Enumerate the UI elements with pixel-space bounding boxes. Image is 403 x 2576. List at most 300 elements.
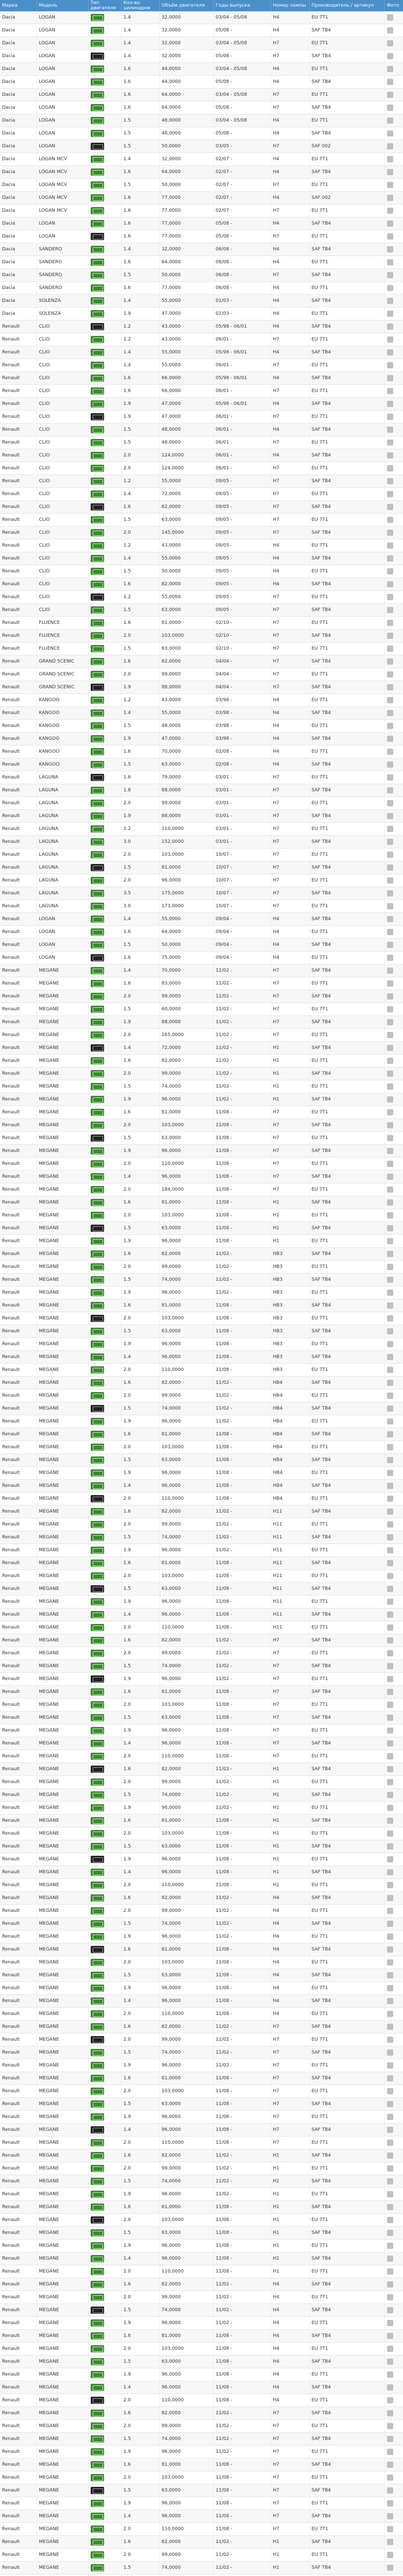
photo-icon[interactable] [387,2243,393,2249]
photo-icon[interactable] [387,2397,393,2403]
photo-icon[interactable] [387,800,393,806]
photo-icon[interactable] [387,2371,393,2378]
table-row[interactable] [0,140,403,153]
photo-icon[interactable] [387,362,393,368]
photo-icon[interactable] [387,2462,393,2468]
photo-icon[interactable] [387,285,393,291]
photo-icon[interactable] [387,1187,393,1193]
photo-icon[interactable] [387,195,393,201]
photo-icon[interactable] [387,1019,393,1025]
photo-icon[interactable] [387,1972,393,1978]
photo-icon[interactable] [387,555,393,562]
table-row[interactable] [0,385,403,398]
table-row[interactable] [0,2420,403,2433]
table-row[interactable] [0,758,403,771]
table-row[interactable] [0,1222,403,1235]
photo-icon[interactable] [387,1779,393,1785]
table-row[interactable] [0,1969,403,1982]
table-row[interactable] [0,2149,403,2162]
photo-icon[interactable] [387,607,393,613]
photo-icon[interactable] [387,723,393,729]
table-row[interactable] [0,295,403,308]
table-row[interactable] [0,501,403,514]
table-row[interactable] [0,694,403,707]
table-row[interactable] [0,1905,403,1918]
table-row[interactable] [0,462,403,475]
table-row[interactable] [0,900,403,913]
table-row[interactable] [0,964,403,977]
table-row[interactable] [0,2394,403,2407]
table-row[interactable] [0,2252,403,2265]
photo-icon[interactable] [387,1702,393,1708]
photo-icon[interactable] [387,1727,393,1734]
photo-icon[interactable] [387,671,393,677]
photo-icon[interactable] [387,259,393,265]
table-row[interactable] [0,205,403,217]
table-row[interactable] [0,1815,403,1827]
table-row[interactable] [0,1711,403,1724]
photo-icon[interactable] [387,633,393,639]
photo-icon[interactable] [387,1856,393,1862]
photo-icon[interactable] [387,1753,393,1759]
photo-icon[interactable] [387,968,393,974]
table-row[interactable] [0,539,403,552]
table-row[interactable] [0,1776,403,1789]
table-row[interactable] [0,1621,403,1634]
photo-icon[interactable] [387,1998,393,2004]
photo-icon[interactable] [387,1985,393,1991]
table-row[interactable] [0,2214,403,2227]
photo-icon[interactable] [387,1599,393,1605]
table-row[interactable] [0,2433,403,2446]
table-row[interactable] [0,76,403,89]
table-row[interactable] [0,346,403,359]
photo-icon[interactable] [387,916,393,922]
table-row[interactable] [0,2407,403,2420]
photo-icon[interactable] [387,749,393,755]
photo-icon[interactable] [387,1869,393,1875]
photo-icon[interactable] [387,349,393,355]
table-row[interactable] [0,1930,403,1943]
photo-icon[interactable] [387,1483,393,1489]
photo-icon[interactable] [387,336,393,343]
photo-icon[interactable] [387,684,393,690]
photo-icon[interactable] [387,581,393,587]
table-row[interactable] [0,1918,403,1930]
photo-icon[interactable] [387,2294,393,2300]
photo-icon[interactable] [387,1908,393,1914]
table-row[interactable] [0,475,403,488]
photo-icon[interactable] [387,1946,393,1953]
table-row[interactable] [0,604,403,617]
photo-icon[interactable] [387,2539,393,2545]
photo-icon[interactable] [387,658,393,665]
table-row[interactable] [0,320,403,333]
table-row[interactable] [0,887,403,900]
table-row[interactable] [0,256,403,269]
photo-icon[interactable] [387,233,393,240]
photo-icon[interactable] [387,1573,393,1579]
table-row[interactable] [0,810,403,823]
table-row[interactable] [0,1158,403,1171]
table-row[interactable] [0,2510,403,2523]
table-row[interactable] [0,642,403,655]
table-row[interactable] [0,1493,403,1505]
table-row[interactable] [0,2330,403,2343]
table-row[interactable] [0,1351,403,1364]
table-row[interactable] [0,2523,403,2536]
photo-icon[interactable] [387,143,393,149]
photo-icon[interactable] [387,2410,393,2416]
table-row[interactable] [0,282,403,295]
table-row[interactable] [0,2536,403,2549]
table-row[interactable] [0,1763,403,1776]
table-row[interactable] [0,1209,403,1222]
table-row[interactable] [0,1132,403,1145]
photo-icon[interactable] [387,246,393,252]
table-row[interactable] [0,398,403,411]
photo-icon[interactable] [387,1740,393,1747]
table-row[interactable] [0,1402,403,1415]
table-row[interactable] [0,1557,403,1570]
table-row[interactable] [0,745,403,758]
table-row[interactable] [0,565,403,578]
photo-icon[interactable] [387,2526,393,2532]
photo-icon[interactable] [387,1083,393,1090]
table-row[interactable] [0,2459,403,2471]
photo-icon[interactable] [387,1302,393,1309]
table-row[interactable] [0,114,403,127]
photo-icon[interactable] [387,2552,393,2558]
table-row[interactable] [0,1480,403,1493]
photo-icon[interactable] [387,1032,393,1038]
table-row[interactable] [0,1596,403,1608]
photo-icon[interactable] [387,1586,393,1592]
table-row[interactable] [0,952,403,964]
table-row[interactable] [0,1067,403,1080]
table-row[interactable] [0,1956,403,1969]
photo-icon[interactable] [387,169,393,175]
photo-icon[interactable] [387,1212,393,1218]
photo-icon[interactable] [387,568,393,574]
table-row[interactable] [0,1673,403,1686]
column-header[interactable]: Номер лампы [271,0,309,11]
photo-icon[interactable] [387,1676,393,1682]
photo-icon[interactable] [387,1805,393,1811]
photo-icon[interactable] [387,2024,393,2030]
table-row[interactable] [0,1106,403,1119]
table-row[interactable] [0,308,403,320]
photo-icon[interactable] [387,1663,393,1669]
photo-icon[interactable] [387,1895,393,1901]
table-row[interactable] [0,1415,403,1428]
photo-icon[interactable] [387,478,393,484]
table-row[interactable] [0,50,403,63]
photo-icon[interactable] [387,1328,393,1334]
table-row[interactable] [0,514,403,527]
photo-icon[interactable] [387,646,393,652]
table-row[interactable] [0,1261,403,1274]
photo-icon[interactable] [387,1882,393,1888]
photo-icon[interactable] [387,1109,393,1115]
table-row[interactable] [0,2574,403,2576]
photo-icon[interactable] [387,1921,393,1927]
photo-icon[interactable] [387,736,393,742]
photo-icon[interactable] [387,2268,393,2275]
photo-icon[interactable] [387,117,393,124]
table-row[interactable] [0,2162,403,2175]
table-row[interactable] [0,488,403,501]
photo-icon[interactable] [387,2062,393,2069]
photo-icon[interactable] [387,1521,393,1528]
table-row[interactable] [0,720,403,733]
table-row[interactable] [0,1029,403,1042]
photo-icon[interactable] [387,388,393,394]
column-header[interactable]: Фото [384,0,403,11]
photo-icon[interactable] [387,221,393,227]
photo-icon[interactable] [387,2449,393,2455]
photo-icon[interactable] [387,1045,393,1051]
photo-icon[interactable] [387,2140,393,2146]
photo-icon[interactable] [387,27,393,33]
table-row[interactable] [0,939,403,952]
table-row[interactable] [0,101,403,114]
photo-icon[interactable] [387,2037,393,2043]
table-row[interactable] [0,2368,403,2381]
table-row[interactable] [0,449,403,462]
photo-icon[interactable] [387,414,393,420]
table-row[interactable] [0,1570,403,1583]
photo-icon[interactable] [387,2114,393,2120]
photo-icon[interactable] [387,1560,393,1566]
photo-icon[interactable] [387,1650,393,1656]
table-row[interactable] [0,1827,403,1840]
table-row[interactable] [0,861,403,874]
table-row[interactable] [0,2021,403,2033]
photo-icon[interactable] [387,439,393,446]
photo-icon[interactable] [387,1843,393,1850]
column-header[interactable]: Марка [0,0,37,11]
photo-icon[interactable] [387,877,393,884]
photo-icon[interactable] [387,543,393,549]
photo-icon[interactable] [387,2307,393,2313]
photo-icon[interactable] [387,1612,393,1618]
table-row[interactable] [0,153,403,166]
table-row[interactable] [0,1119,403,1132]
table-row[interactable] [0,1879,403,1892]
photo-icon[interactable] [387,2487,393,2494]
photo-icon[interactable] [387,2217,393,2223]
table-row[interactable] [0,977,403,990]
photo-icon[interactable] [387,2513,393,2519]
table-row[interactable] [0,2278,403,2291]
table-row[interactable] [0,1724,403,1737]
photo-icon[interactable] [387,2230,393,2236]
table-row[interactable] [0,733,403,745]
table-row[interactable] [0,1531,403,1544]
photo-icon[interactable] [387,311,393,317]
table-row[interactable] [0,1428,403,1441]
photo-icon[interactable] [387,1058,393,1064]
table-row[interactable] [0,2188,403,2201]
table-row[interactable] [0,24,403,37]
photo-icon[interactable] [387,1341,393,1347]
photo-icon[interactable] [387,105,393,111]
photo-icon[interactable] [387,774,393,781]
photo-icon[interactable] [387,530,393,536]
table-row[interactable] [0,436,403,449]
photo-icon[interactable] [387,1148,393,1154]
photo-icon[interactable] [387,1818,393,1824]
table-row[interactable] [0,1055,403,1067]
column-header[interactable]: Кол-во цилиндров [121,0,159,11]
table-row[interactable] [0,1003,403,1016]
photo-icon[interactable] [387,375,393,381]
table-row[interactable] [0,2085,403,2098]
photo-icon[interactable] [387,2011,393,2017]
photo-icon[interactable] [387,324,393,330]
photo-icon[interactable] [387,1637,393,1643]
table-row[interactable] [0,1518,403,1531]
table-row[interactable] [0,681,403,694]
table-row[interactable] [0,1312,403,1325]
photo-icon[interactable] [387,929,393,935]
table-row[interactable] [0,1325,403,1338]
table-row[interactable] [0,655,403,668]
photo-icon[interactable] [387,761,393,768]
table-row[interactable] [0,2240,403,2252]
table-row[interactable] [0,1183,403,1196]
photo-icon[interactable] [387,208,393,214]
table-row[interactable] [0,617,403,630]
photo-icon[interactable] [387,1766,393,1772]
photo-icon[interactable] [387,839,393,845]
table-row[interactable] [0,1389,403,1402]
table-row[interactable] [0,1660,403,1673]
table-row[interactable] [0,591,403,604]
photo-icon[interactable] [387,1315,393,1321]
photo-icon[interactable] [387,2049,393,2056]
photo-icon[interactable] [387,1715,393,1721]
table-row[interactable] [0,2175,403,2188]
table-row[interactable] [0,1634,403,1647]
photo-icon[interactable] [387,594,393,600]
table-row[interactable] [0,217,403,230]
table-row[interactable] [0,2124,403,2137]
table-row[interactable] [0,2291,403,2304]
photo-icon[interactable] [387,697,393,703]
table-row[interactable] [0,784,403,797]
photo-icon[interactable] [387,710,393,716]
table-row[interactable] [0,2471,403,2484]
photo-icon[interactable] [387,2436,393,2442]
photo-icon[interactable] [387,1547,393,1553]
photo-icon[interactable] [387,401,393,407]
photo-icon[interactable] [387,156,393,162]
photo-icon[interactable] [387,491,393,497]
photo-icon[interactable] [387,1534,393,1540]
photo-icon[interactable] [387,1199,393,1206]
table-row[interactable] [0,836,403,849]
table-row[interactable] [0,1286,403,1299]
photo-icon[interactable] [387,1135,393,1141]
table-row[interactable] [0,1016,403,1029]
table-row[interactable] [0,1840,403,1853]
photo-icon[interactable] [387,2346,393,2352]
table-row[interactable] [0,2137,403,2149]
table-row[interactable] [0,1441,403,1454]
photo-icon[interactable] [387,2178,393,2184]
table-row[interactable] [0,2227,403,2240]
photo-icon[interactable] [387,903,393,909]
table-row[interactable] [0,2446,403,2459]
photo-icon[interactable] [387,66,393,72]
table-row[interactable] [0,179,403,192]
table-row[interactable] [0,1248,403,1261]
photo-icon[interactable] [387,826,393,832]
table-row[interactable] [0,333,403,346]
photo-icon[interactable] [387,1509,393,1515]
photo-icon[interactable] [387,2320,393,2326]
photo-icon[interactable] [387,2088,393,2094]
table-row[interactable] [0,990,403,1003]
photo-icon[interactable] [387,2333,393,2339]
photo-icon[interactable] [387,2281,393,2287]
table-row[interactable] [0,1377,403,1389]
photo-icon[interactable] [387,79,393,85]
table-row[interactable] [0,1995,403,2008]
table-row[interactable] [0,1364,403,1377]
table-row[interactable] [0,2046,403,2059]
table-row[interactable] [0,797,403,810]
table-row[interactable] [0,269,403,282]
photo-icon[interactable] [387,1367,393,1373]
photo-icon[interactable] [387,787,393,793]
table-row[interactable] [0,1299,403,1312]
table-row[interactable] [0,1866,403,1879]
photo-icon[interactable] [387,2423,393,2429]
photo-icon[interactable] [387,1161,393,1167]
photo-icon[interactable] [387,2384,393,2391]
table-row[interactable] [0,127,403,140]
table-row[interactable] [0,2098,403,2111]
table-row[interactable] [0,552,403,565]
table-row[interactable] [0,411,403,423]
photo-icon[interactable] [387,298,393,304]
table-row[interactable] [0,2317,403,2330]
table-row[interactable] [0,2497,403,2510]
photo-icon[interactable] [387,14,393,21]
photo-icon[interactable] [387,1792,393,1798]
photo-icon[interactable] [387,427,393,433]
table-row[interactable] [0,823,403,836]
photo-icon[interactable] [387,517,393,523]
photo-icon[interactable] [387,40,393,46]
photo-icon[interactable] [387,1431,393,1437]
photo-icon[interactable] [387,2565,393,2571]
table-row[interactable] [0,527,403,539]
table-row[interactable] [0,1274,403,1286]
table-row[interactable] [0,2111,403,2124]
photo-icon[interactable] [387,1624,393,1631]
photo-icon[interactable] [387,1277,393,1283]
table-row[interactable] [0,359,403,372]
table-row[interactable] [0,1789,403,1802]
photo-icon[interactable] [387,130,393,137]
photo-icon[interactable] [387,955,393,961]
table-row[interactable] [0,630,403,642]
table-row[interactable] [0,2033,403,2046]
